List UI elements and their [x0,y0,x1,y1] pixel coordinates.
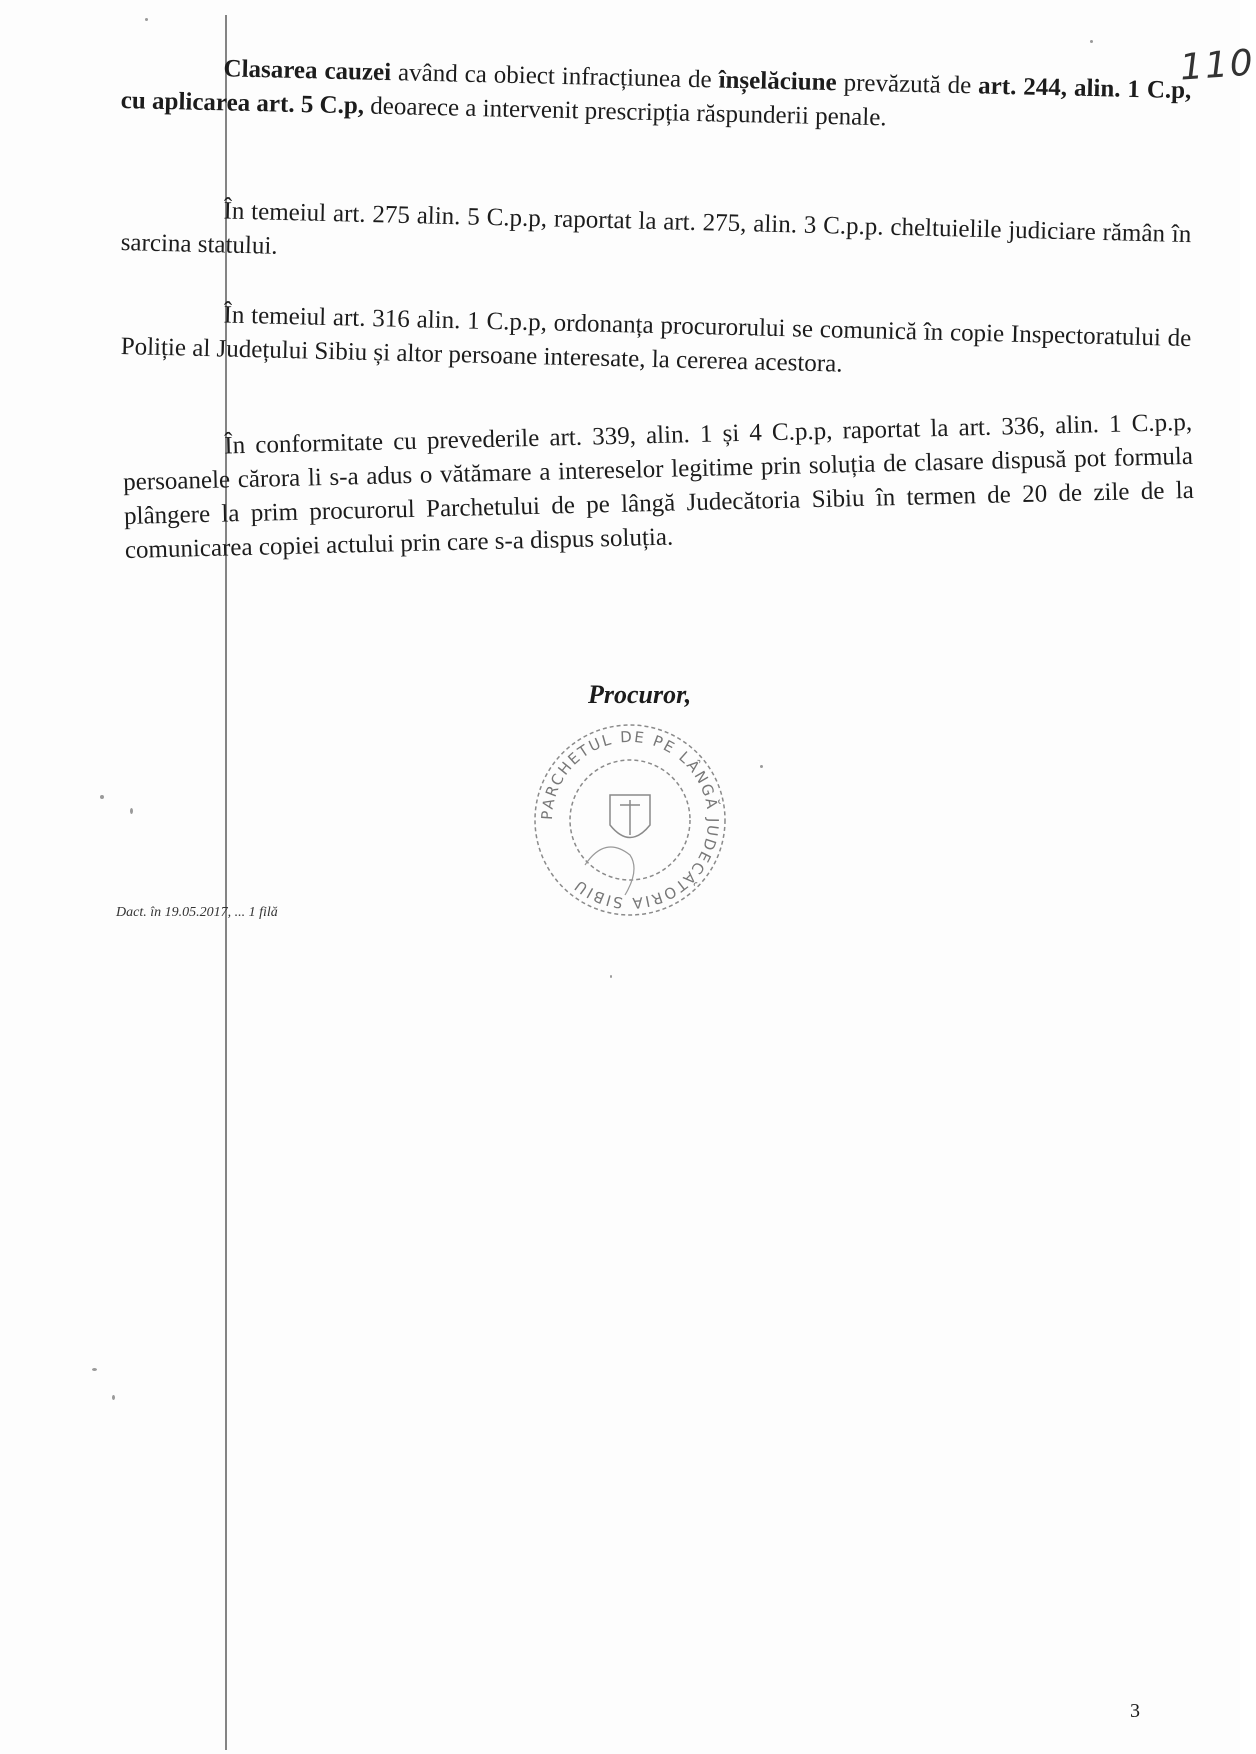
signature-title: Procuror, [588,680,692,709]
paragraph-cheltuieli [120,192,1191,286]
scan-speck [100,795,104,799]
paragraph-text: În temeiul art. 316 alin. 1 C.p.p, ordonanța procurorului se comunică în copie Inspectoratului de Poliție al Județului Sibiu și altor persoane interesate, la cererea acestora. [120,301,1192,378]
scan-speck [130,808,133,814]
paragraph-text: În temeiul art. 275 alin. 5 C.p.p, raportat la art. 275, alin. 3 C.p.p. cheltuielile judiciare rămân în sarcina statului. [120,197,1192,260]
paragraph-comunicare [120,296,1191,390]
text-inselaciune: înșelăciune [718,66,837,97]
official-stamp [525,715,735,925]
scan-speck [610,975,612,978]
stamp-circular-text: PARCHETUL DE PE LÂNGĂ JUDECĂTORIA SIBIU [537,727,723,913]
paragraph-clasare [120,50,1191,142]
scan-speck [92,1368,97,1371]
text-clasarea-cauzei: Clasarea cauzei [223,55,392,87]
text-span: deoarece a intervenit prescripția răspunderii penale. [363,92,887,132]
handwritten-page-mark: 110 [1178,42,1256,89]
paragraph-plangere [122,406,1195,568]
scan-speck [112,1395,115,1400]
scan-speck [145,18,148,21]
paragraph-text: În conformitate cu prevederile art. 339, alin. 1 și 4 C.p.p, raportat la art. 336, alin. 1 C.p.p, persoanele cărora li s-a adus o vătămare a intereselor legitime prin soluția de clasare dispusă pot formula plângere la prim procurorul Parchetului de pe lângă Judecătoria Sibiu în termen de 20 de zile de la comunicarea copiei actului prin care s-a dispus soluția. [122,408,1195,564]
scan-speck [1090,40,1093,43]
scan-fold-line [225,15,227,1750]
scan-speck [760,765,763,768]
coat-of-arms-icon [610,795,650,838]
typing-note: Dact. în 19.05.2017, ... 1 filă [116,905,278,920]
text-span: având ca obiect infracțiunea de [390,59,719,94]
text-legal-reference: art. 244, alin. 1 C.p, cu aplicarea art. 5 C.p, [120,72,1192,120]
page-number: 3 [1130,1700,1140,1722]
text-span: prevăzută de [836,69,979,100]
